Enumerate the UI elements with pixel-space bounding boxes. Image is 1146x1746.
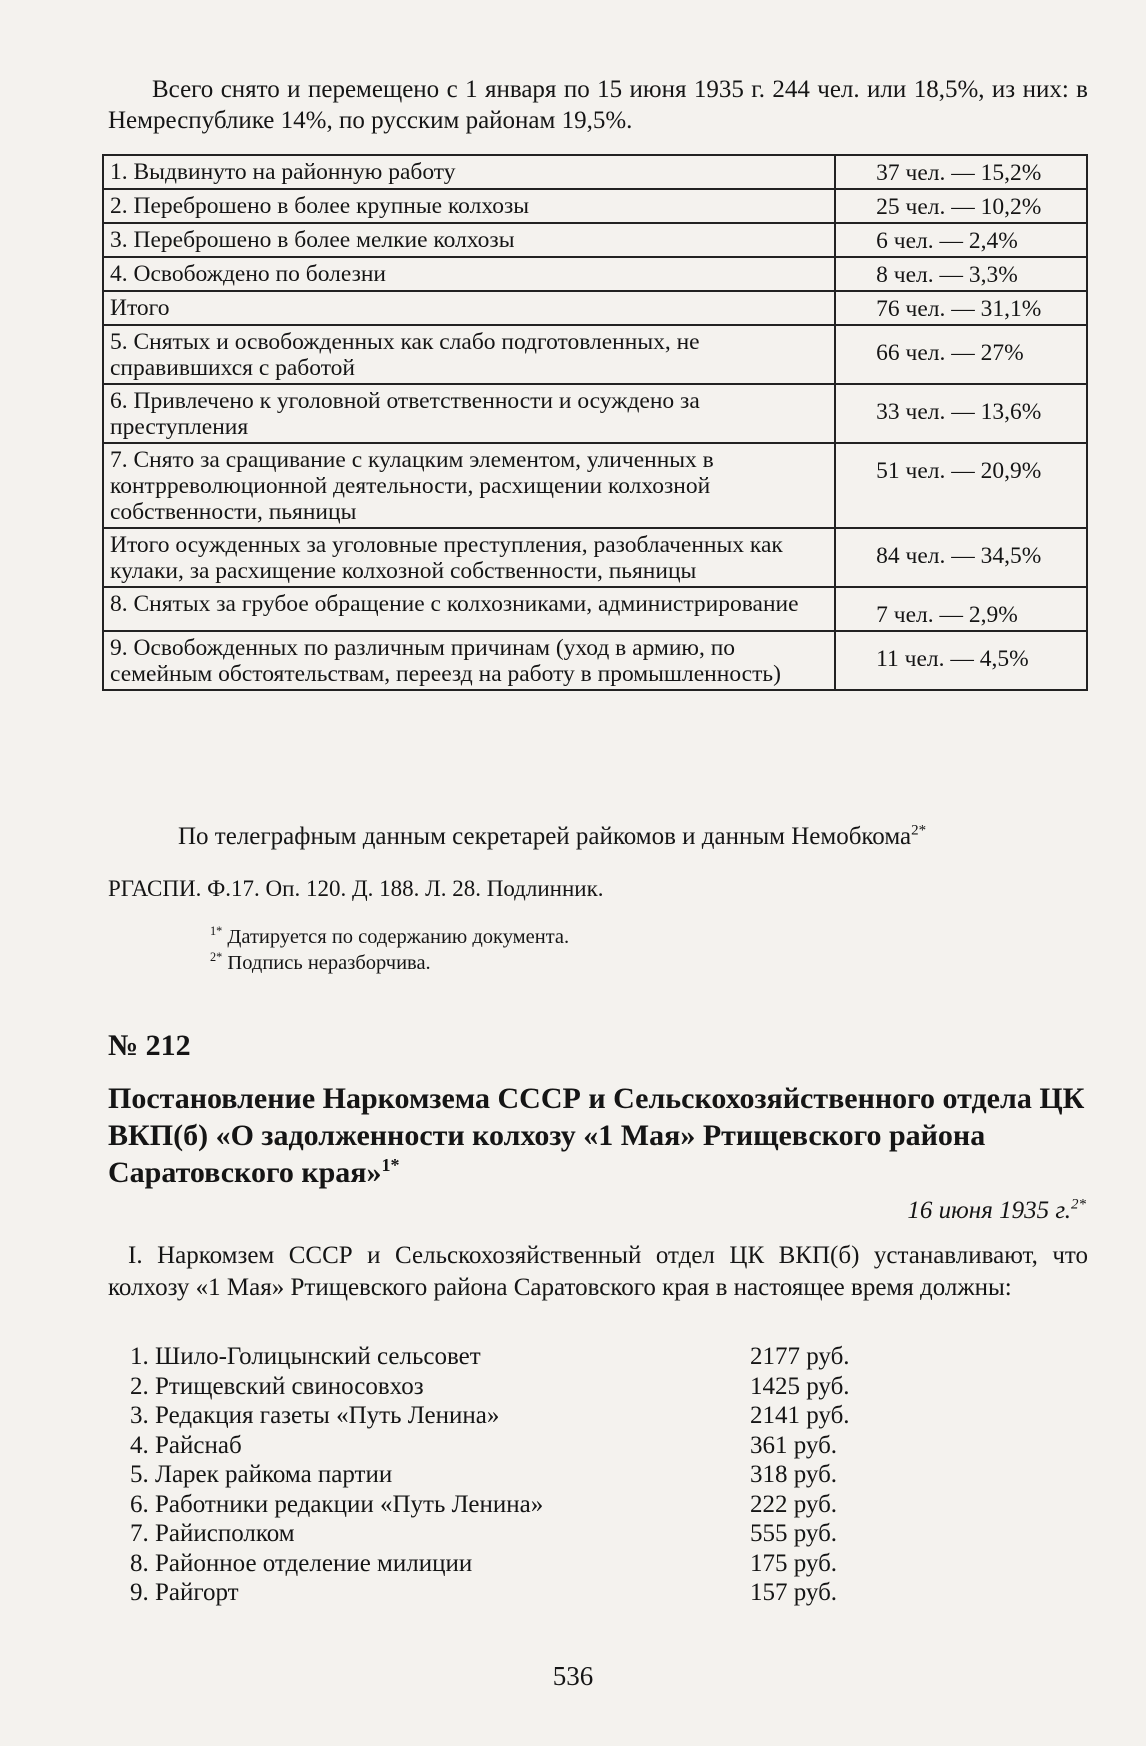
body-paragraph: [108, 1240, 1088, 1304]
list-item: [130, 1401, 850, 1431]
footnote-mark: 2*: [911, 822, 927, 839]
debt-amount: 222 руб.: [750, 1490, 838, 1518]
debt-amount: 1425 руб.: [750, 1372, 850, 1400]
intro-text: Всего снято и перемещено с 1 января по 15 июня 1935 г. 244 чел. или 18,5%, из них: в Немреспублике 14%, по русским районам 19,5%.: [108, 76, 1088, 134]
row-label: 3. Переброшено в более мелкие колхозы: [103, 223, 835, 257]
footnotes: [210, 924, 569, 976]
debt-amount: 361 руб.: [750, 1431, 838, 1459]
row-value: 76 чел. — 31,1%: [835, 291, 1087, 325]
list-item: [130, 1372, 850, 1402]
document-date-text: 16 июня 1935 г.: [907, 1197, 1071, 1224]
table-row: [103, 223, 1087, 257]
row-value: 11 чел. — 4,5%: [835, 631, 1087, 690]
row-label: Итого осужденных за уголовные преступления, разоблаченных как кулаки, за расхищение колхозной собственности, пьяницы: [103, 528, 835, 587]
row-label: 7. Снято за сращивание с кулацким элементом, уличенных в контрреволюционной деятельности, расхищении колхозной собственности, пьяницы: [103, 443, 835, 528]
document-title-text: Постановление Наркомзема СССР и Сельскохозяйственного отдела ЦК ВКП(б) «О задолженности колхозу «1 Мая» Ртищевского района Саратовского края»: [108, 1082, 1085, 1189]
row-value: 6 чел. — 2,4%: [835, 223, 1087, 257]
row-value: 66 чел. — 27%: [835, 325, 1087, 384]
row-value: 84 чел. — 34,5%: [835, 528, 1087, 587]
table-row: [103, 631, 1087, 690]
debt-amount: 2141 руб.: [750, 1402, 850, 1429]
document-number: № 212: [108, 1029, 191, 1062]
debtor-name: 8. Районное отделение милиции: [130, 1549, 473, 1577]
debtor-name: 6. Работники редакции «Путь Ленина»: [130, 1490, 544, 1518]
debt-amount: 318 руб.: [750, 1461, 838, 1488]
debt-amount: 175 руб.: [750, 1549, 838, 1577]
personnel-table: [102, 154, 1088, 691]
debtor-name: 7. Райисполком: [130, 1520, 295, 1547]
table-row: [103, 325, 1087, 384]
row-label: Итого: [103, 291, 835, 325]
footnote-text: Датируется по содержанию документа.: [227, 926, 570, 948]
debtor-name: 4. Райснаб: [130, 1431, 242, 1459]
table-row: [103, 257, 1087, 291]
page-number: 536: [552, 1661, 594, 1691]
list-item: [130, 1431, 850, 1461]
footnote: [210, 924, 569, 950]
source-text: По телеграфным данным секретарей райкомов и данным Немобкома: [178, 823, 912, 850]
source-statement: [178, 822, 1088, 852]
row-value: 33 чел. — 13,6%: [835, 384, 1087, 443]
footnote-mark: 2*: [210, 950, 223, 965]
table-row: [103, 384, 1087, 443]
footnote-mark: 1*: [381, 1155, 400, 1175]
debtor-name: 2. Ртищевский свиносовхоз: [130, 1372, 424, 1400]
row-label: 4. Освобождено по болезни: [103, 257, 835, 291]
row-label: 2. Переброшено в более крупные колхозы: [103, 189, 835, 223]
footnote-mark: 1*: [210, 924, 223, 939]
table-row: [103, 587, 1087, 631]
row-label: 6. Привлечено к уголовной ответственности и осуждено за преступления: [103, 384, 835, 443]
footnote-text: Подпись неразборчива.: [227, 952, 431, 974]
row-value: 51 чел. — 20,9%: [835, 443, 1087, 528]
debt-amount: 2177 руб.: [750, 1343, 850, 1370]
row-label: 5. Снятых и освобожденных как слабо подготовленных, не справившихся с работой: [103, 325, 835, 384]
row-value: 37 чел. — 15,2%: [835, 155, 1087, 189]
list-item: [130, 1549, 850, 1579]
debt-amount: 157 руб.: [750, 1579, 838, 1606]
row-label: 1. Выдвинуто на районную работу: [103, 155, 835, 189]
debtor-name: 1. Шило-Голицынский сельсовет: [130, 1343, 481, 1370]
row-value: 8 чел. — 3,3%: [835, 257, 1087, 291]
list-item: [130, 1519, 850, 1549]
footnote-mark: 2*: [1071, 1196, 1086, 1213]
list-item: [130, 1342, 850, 1372]
debts-list: [130, 1342, 850, 1608]
footnote: [210, 950, 569, 976]
debtor-name: 9. Райгорт: [130, 1579, 239, 1606]
debtor-name: 5. Ларек райкома партии: [130, 1461, 393, 1488]
row-label: 8. Снятых за грубое обращение с колхозниками, администрирование: [103, 587, 835, 631]
list-item: [130, 1578, 850, 1608]
table-row: [103, 528, 1087, 587]
intro-paragraph: [108, 74, 1088, 136]
debtor-name: 3. Редакция газеты «Путь Ленина»: [130, 1402, 500, 1429]
row-value: 7 чел. — 2,9%: [835, 587, 1087, 631]
row-value: 25 чел. — 10,2%: [835, 189, 1087, 223]
body-text: I. Наркомзем СССР и Сельскохозяйственный отдел ЦК ВКП(б) устанавливают, что колхозу «1 Мая» Ртищевского района Саратовского края в настоящее время должны:: [108, 1242, 1088, 1301]
debt-amount: 555 руб.: [750, 1520, 838, 1547]
document-title: [108, 1080, 1098, 1191]
table-row: [103, 443, 1087, 528]
table-row: [103, 155, 1087, 189]
list-item: [130, 1490, 850, 1520]
archive-reference: РГАСПИ. Ф.17. Оп. 120. Д. 188. Л. 28. Подлинник.: [108, 876, 604, 901]
table-row: [103, 291, 1087, 325]
list-item: [130, 1460, 850, 1490]
table-row: [103, 189, 1087, 223]
row-label: 9. Освобожденных по различным причинам (уход в армию, по семейным обстоятельствам, переезд на работу в промышленность): [103, 631, 835, 690]
document-date: [907, 1196, 1086, 1226]
